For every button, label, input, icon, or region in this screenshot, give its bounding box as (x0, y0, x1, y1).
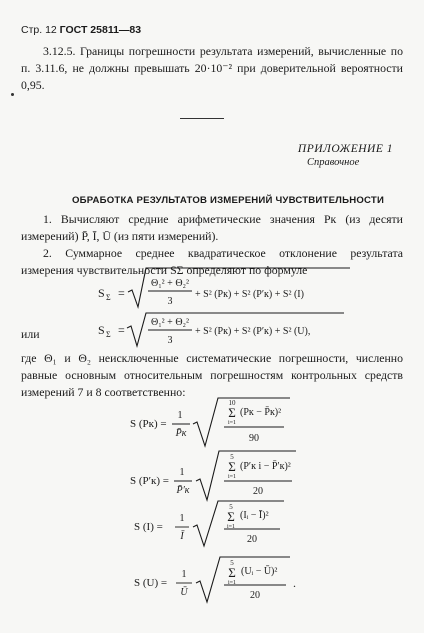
f3-coef-num: 1 (177, 410, 183, 421)
f3-sigma: Σ (228, 405, 236, 420)
formula-s-sigma-1 (98, 268, 350, 307)
formula-s-sigma-2 (98, 313, 344, 346)
f5-sigma: Σ (227, 509, 235, 524)
f4-bot: i=1 (227, 474, 237, 480)
page-number: Стр. 12 (21, 24, 57, 36)
f3-coef-den: P̄к (175, 428, 187, 439)
where-text: где Θ₁ и Θ₂ неисключенные систематические погрешности, численно равные основным относительным погрешностям контрольных средств измерений 7 и 8 соответственно: (21, 351, 403, 399)
f4-sigma: Σ (228, 459, 236, 474)
f4-top: 5 (230, 453, 234, 461)
f6-term: (Uᵢ − Ū)² (241, 566, 278, 577)
f4-coef-den: P̄′к (176, 485, 190, 496)
f6-top: 5 (230, 559, 234, 567)
f2-eq: = (118, 323, 125, 337)
item-2: 2. Суммарное среднее квадратическое отклонение результата измерения чувствительности SΣ определяют по формуле (21, 246, 403, 277)
f4-radical (196, 451, 296, 500)
f5-den: 20 (247, 534, 257, 545)
f5-coef-den: Ī (180, 531, 184, 542)
f6-tail: . (293, 576, 296, 590)
or-label: или (21, 327, 40, 341)
formula-s-u (134, 557, 296, 602)
f1-eq: = (118, 286, 125, 300)
paragraph-3-12-5: 3.12.5. Границы погрешности результата измерений, вычисленные по п. 3.11.6, не должны превышать 20·10⁻² при доверительной вероятности 0,95. (21, 44, 403, 92)
f2-num: Θ₁² + Θ₂² (150, 317, 190, 328)
f1-num: Θ₁² + Θ₂² (150, 278, 190, 289)
f5-coef-num: 1 (179, 513, 185, 524)
f4-lhs: S (P′к) = (130, 475, 170, 487)
f5-radical (193, 501, 284, 546)
f4-term: (P′к i − P̄′к)² (240, 461, 291, 472)
appendix-label: ПРИЛОЖЕНИЕ 1 (297, 143, 393, 155)
f3-den: 90 (249, 433, 259, 444)
f3-bot: i=1 (227, 420, 237, 426)
f5-lhs: S (I) = (134, 521, 163, 533)
appendix-type: Справочное (307, 157, 360, 168)
f2-sub: Σ (106, 330, 111, 339)
f2-lhs: S (98, 323, 105, 337)
f3-term: (Pк − P̄к)² (240, 407, 282, 418)
f6-coef-num: 1 (181, 569, 187, 580)
f6-coef-den: Ū (180, 587, 188, 598)
section-title: ОБРАБОТКА РЕЗУЛЬТАТОВ ИЗМЕРЕНИЙ ЧУВСТВИТЕЛЬНОСТИ (72, 195, 385, 206)
item-1: 1. Вычисляют средние арифметические значения Pк (из десяти измерений) P̄, Ī, Ū (из пяти измерений). (21, 212, 403, 243)
f6-bot: i=1 (227, 580, 237, 586)
formula-s-pk-prime (130, 451, 296, 500)
f1-den: 3 (167, 296, 173, 307)
f6-lhs: S (U) = (134, 577, 168, 589)
f1-sub: Σ (106, 293, 111, 302)
f6-sigma: Σ (228, 565, 236, 580)
f1-rest: + S² (Pк) + S² (P′к) + S² (I) (195, 289, 304, 300)
f2-rest: + S² (Pк) + S² (P′к) + S² (U), (195, 326, 311, 337)
f5-term: (Iᵢ − Ī)² (240, 510, 269, 521)
f6-den: 20 (250, 590, 260, 601)
f3-radical (193, 398, 290, 446)
formula-s-i (134, 501, 284, 546)
standard-number: ГОСТ 25811—83 (59, 24, 142, 36)
formula-s-pk (130, 398, 290, 446)
f4-den: 20 (253, 486, 263, 497)
f5-bot: i=1 (226, 524, 236, 530)
f3-lhs: S (Pк) = (130, 418, 167, 430)
f1-lhs: S (98, 286, 105, 300)
f3-top: 10 (228, 399, 236, 407)
f5-top: 5 (229, 503, 233, 511)
f2-den: 3 (167, 335, 173, 346)
f4-coef-num: 1 (179, 467, 185, 478)
f6-radical (196, 557, 290, 602)
